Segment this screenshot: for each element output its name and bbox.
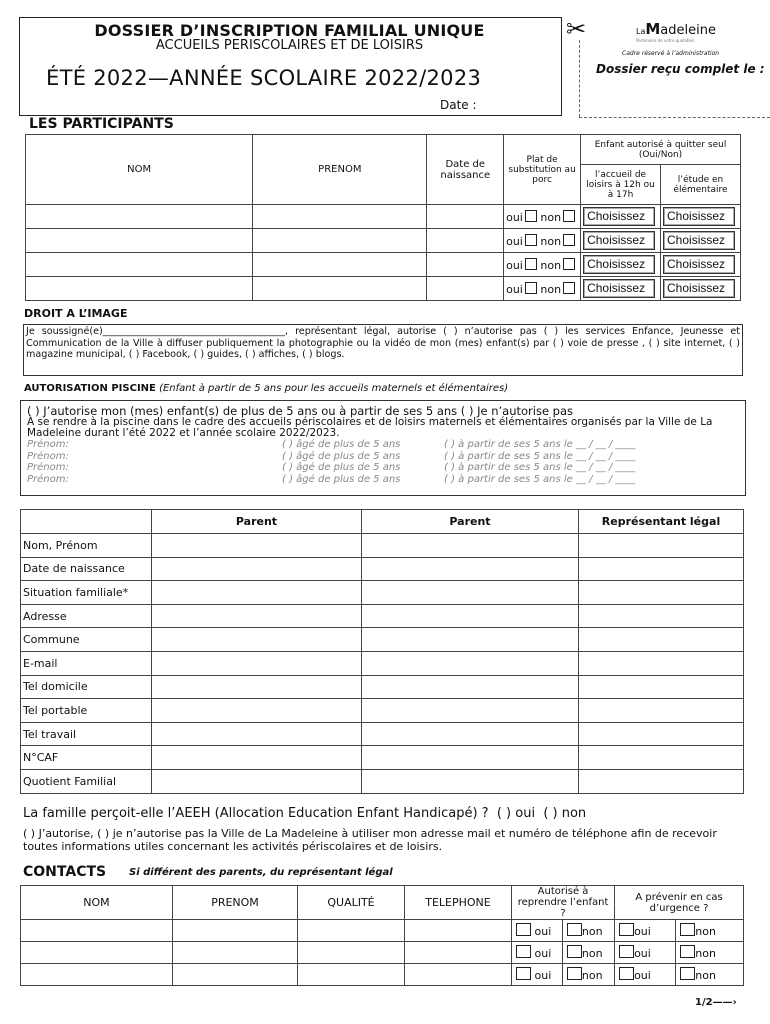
representant-cell[interactable] <box>579 628 744 652</box>
parent1-cell[interactable] <box>152 746 362 770</box>
aeeh-non[interactable]: ( ) non <box>543 806 587 821</box>
contact-row <box>21 964 744 986</box>
contact-nom-cell[interactable] <box>21 920 173 942</box>
nom-cell[interactable] <box>26 277 253 301</box>
accueil-cell <box>581 229 661 253</box>
city-logo: LaMadeleine <box>636 20 716 38</box>
representant-cell[interactable] <box>579 651 744 675</box>
nom-cell[interactable] <box>26 205 253 229</box>
contact-prenom-cell[interactable] <box>173 964 298 986</box>
parent2-cell[interactable] <box>362 604 579 628</box>
row-label: Situation familiale* <box>21 581 152 605</box>
contact-qualite-cell[interactable] <box>298 942 405 964</box>
admin-label: Cadre réservé à l’administration <box>622 50 720 57</box>
contact-prenom-cell[interactable] <box>173 920 298 942</box>
non-checkbox[interactable] <box>563 210 575 222</box>
representant-cell[interactable] <box>579 534 744 558</box>
nom-cell[interactable] <box>26 229 253 253</box>
col-urgence: A prévenir en cas d’urgence ? <box>615 886 744 920</box>
row-label: Quotient Familial <box>21 769 152 793</box>
parents-row <box>21 675 744 699</box>
col-autorise-quitter: Enfant autorisé à quitter seul (Oui/Non) <box>581 135 741 165</box>
piscine-consent-line: ( ) J’autorise mon (mes) enfant(s) de plus de 5 ans ou à partir de ses 5 ans ( ) Je n’autorise pas <box>27 404 574 418</box>
prenom-cell[interactable] <box>253 253 427 277</box>
etude-select[interactable]: Choisissez <box>663 231 735 250</box>
col-parent-1: Parent <box>152 510 362 534</box>
aeeh-line <box>23 806 586 821</box>
dossier-recu-label: Dossier reçu complet le : <box>596 62 765 76</box>
contact-qualite-cell[interactable] <box>298 920 405 942</box>
col-prenom: PRENOM <box>253 135 427 205</box>
contact-tel-cell[interactable] <box>405 920 512 942</box>
participant-row <box>26 277 741 301</box>
date-cell[interactable] <box>427 253 504 277</box>
contacts-title: CONTACTS <box>23 864 107 880</box>
date-cell[interactable] <box>427 229 504 253</box>
contact-nom-cell[interactable] <box>21 942 173 964</box>
col-contact-prenom: PRENOM <box>173 886 298 920</box>
row-label: E-mail <box>21 651 152 675</box>
parent2-cell[interactable] <box>362 534 579 558</box>
plat-cell: oui non <box>504 229 581 253</box>
parent2-cell[interactable] <box>362 722 579 746</box>
form-subtitle: ACCUEILS PERISCOLAIRES ET DE LOISIRS <box>155 38 424 53</box>
parent2-cell[interactable] <box>362 769 579 793</box>
parents-row <box>21 581 744 605</box>
date-cell[interactable] <box>427 277 504 301</box>
contact-row <box>21 942 744 964</box>
participant-row <box>26 229 741 253</box>
col-contact-nom: NOM <box>21 886 173 920</box>
representant-cell[interactable] <box>579 675 744 699</box>
prenom-cell[interactable] <box>253 229 427 253</box>
plat-cell: oui non <box>504 253 581 277</box>
parent1-cell[interactable] <box>152 557 362 581</box>
parents-corner <box>21 510 152 534</box>
parent2-cell[interactable] <box>362 746 579 770</box>
parent1-cell[interactable] <box>152 534 362 558</box>
oui-checkbox[interactable] <box>525 258 537 270</box>
etude-select[interactable]: Choisissez <box>663 255 735 274</box>
col-parent-2: Parent <box>362 510 579 534</box>
parent1-cell[interactable] <box>152 699 362 723</box>
etude-cell <box>661 253 741 277</box>
aeeh-oui[interactable]: ( ) oui <box>496 806 536 821</box>
reprendre-non[interactable]: non <box>562 920 614 942</box>
row-label: Date de naissance <box>21 557 152 581</box>
reprendre-oui[interactable]: oui <box>512 942 563 964</box>
row-label: Nom, Prénom <box>21 534 152 558</box>
etude-select[interactable]: Choisissez <box>663 207 735 226</box>
col-representant: Représentant légal <box>579 510 744 534</box>
piscine-description: À se rendre à la piscine dans le cadre des accueils périscolaires et de loisirs maternels et élémentaires organisés par la Ville de La Madeleine durant l’été 2022 et l’année scolaire 2022/2023. <box>27 416 713 439</box>
piscine-child-line[interactable]: Prénom: ( ) âgé de plus de 5 ans ( ) à partir de ses 5 ans le __ / __ / ____ <box>27 473 636 485</box>
parent1-cell[interactable] <box>152 604 362 628</box>
nom-cell[interactable] <box>26 253 253 277</box>
col-plat-substitution: Plat de substitution au porc <box>504 135 581 205</box>
parents-row <box>21 628 744 652</box>
row-label: Tel portable <box>21 699 152 723</box>
parent1-cell[interactable] <box>152 722 362 746</box>
urgence-oui[interactable]: oui <box>615 942 676 964</box>
urgence-oui[interactable]: oui <box>615 964 676 986</box>
row-label: Tel travail <box>21 722 152 746</box>
arrow-right-icon: ——› <box>712 997 737 1008</box>
scissors-icon: ✂ <box>566 15 587 43</box>
parents-table <box>20 509 744 794</box>
etude-cell <box>661 277 741 301</box>
parent2-cell[interactable] <box>362 699 579 723</box>
urgence-non[interactable]: non <box>676 920 744 942</box>
col-etude: l’étude en élémentaire <box>661 165 741 205</box>
accueil-cell <box>581 253 661 277</box>
parents-row <box>21 722 744 746</box>
parent1-cell[interactable] <box>152 651 362 675</box>
reprendre-non[interactable]: non <box>562 942 614 964</box>
page-number: 1/2——› <box>695 997 737 1008</box>
contacts-table <box>20 885 744 986</box>
piscine-children-list <box>27 439 739 485</box>
urgence-non[interactable]: non <box>676 964 744 986</box>
row-label: Tel domicile <box>21 675 152 699</box>
representant-cell[interactable] <box>579 557 744 581</box>
parents-row <box>21 699 744 723</box>
col-nom: NOM <box>26 135 253 205</box>
non-checkbox[interactable] <box>563 282 575 294</box>
piscine-child-line[interactable]: Prénom: ( ) âgé de plus de 5 ans ( ) à partir de ses 5 ans le __ / __ / ____ <box>27 462 636 473</box>
accueil-select[interactable]: Choisissez <box>583 255 655 274</box>
parents-row <box>21 746 744 770</box>
aeeh-question: La famille perçoit-elle l’AEEH (Allocation Education Enfant Handicapé) ? <box>23 806 489 821</box>
accueil-cell <box>581 277 661 301</box>
droit-image-box <box>23 324 743 376</box>
representant-cell[interactable] <box>579 769 744 793</box>
reprendre-oui[interactable]: oui <box>512 964 563 986</box>
etude-cell <box>661 229 741 253</box>
date-label: Date : <box>440 98 477 112</box>
contacts-subtitle: Si différent des parents, du représentant légal <box>129 867 393 878</box>
representant-cell[interactable] <box>579 581 744 605</box>
piscine-subtitle: (Enfant à partir de 5 ans pour les accueils maternels et élémentaires) <box>159 383 509 394</box>
accueil-select[interactable]: Choisissez <box>583 279 655 298</box>
participants-table <box>25 134 741 301</box>
form-title: DOSSIER D’INSCRIPTION FAMILIAL UNIQUE <box>94 21 485 40</box>
contact-row <box>21 920 744 942</box>
parents-row <box>21 557 744 581</box>
accueil-select[interactable]: Choisissez <box>583 207 655 226</box>
piscine-child-line[interactable]: Prénom: ( ) âgé de plus de 5 ans ( ) à partir de ses 5 ans le __ / __ / ____ <box>27 439 636 450</box>
contact-prenom-cell[interactable] <box>173 942 298 964</box>
col-contact-qualite: QUALITÉ <box>298 886 405 920</box>
contact-tel-cell[interactable] <box>405 942 512 964</box>
cut-line-horizontal <box>579 117 770 118</box>
etude-select[interactable]: Choisissez <box>663 279 735 298</box>
urgence-oui[interactable]: oui <box>615 920 676 942</box>
parent1-cell[interactable] <box>152 675 362 699</box>
accueil-cell <box>581 205 661 229</box>
reprendre-oui[interactable]: oui <box>512 920 563 942</box>
etude-cell <box>661 205 741 229</box>
participant-row <box>26 205 741 229</box>
date-cell[interactable] <box>427 205 504 229</box>
parent2-cell[interactable] <box>362 675 579 699</box>
piscine-box <box>20 400 746 496</box>
droit-image-text: Je soussigné(e)______________________________________, représentant légal, autorise ( ) n’autorise pas ( ) les services Enfance, Jeunesse et Communication de la Ville à diffuser publiquement la photographie ou la vidéo de mon (mes) enfant(s) par ( ) voie de presse , ( ) site internet, ( ) magazine municipal, ( ) Facebook, ( ) guides, ( ) affiches, ( ) blogs. <box>26 326 740 360</box>
plat-cell: oui non <box>504 277 581 301</box>
oui-checkbox[interactable] <box>525 210 537 222</box>
col-contact-tel: TELEPHONE <box>405 886 512 920</box>
parent2-cell[interactable] <box>362 651 579 675</box>
non-checkbox[interactable] <box>563 234 575 246</box>
prenom-cell[interactable] <box>253 277 427 301</box>
parents-row <box>21 651 744 675</box>
piscine-title-line <box>24 383 508 394</box>
oui-checkbox[interactable] <box>525 234 537 246</box>
participant-row <box>26 253 741 277</box>
piscine-title: AUTORISATION PISCINE <box>24 383 156 394</box>
parents-row <box>21 534 744 558</box>
parent1-cell[interactable] <box>152 769 362 793</box>
non-checkbox[interactable] <box>563 258 575 270</box>
urgence-non[interactable]: non <box>676 942 744 964</box>
row-label: Commune <box>21 628 152 652</box>
reprendre-non[interactable]: non <box>562 964 614 986</box>
row-label: Adresse <box>21 604 152 628</box>
contact-consent: ( ) J’autorise, ( ) je n’autorise pas la Ville de La Madeleine à utiliser mon adresse mail et numéro de téléphone afin de recevoir toutes informations utiles concernant les activités périscolaires et de loisirs. <box>23 827 717 853</box>
col-date-naissance: Date de naissance <box>427 135 504 205</box>
cut-line-vertical <box>579 40 580 117</box>
parents-row <box>21 769 744 793</box>
parent2-cell[interactable] <box>362 628 579 652</box>
oui-checkbox[interactable] <box>525 282 537 294</box>
representant-cell[interactable] <box>579 722 744 746</box>
parent1-cell[interactable] <box>152 628 362 652</box>
parents-row <box>21 604 744 628</box>
logo-tagline: Partenaire de votre quotidien <box>636 38 695 43</box>
season-title: ÉTÉ 2022—ANNÉE SCOLAIRE 2022/2023 <box>46 66 482 90</box>
contact-qualite-cell[interactable] <box>298 964 405 986</box>
parent1-cell[interactable] <box>152 581 362 605</box>
plat-cell: oui non <box>504 205 581 229</box>
contact-nom-cell[interactable] <box>21 964 173 986</box>
representant-cell[interactable] <box>579 699 744 723</box>
parent2-cell[interactable] <box>362 557 579 581</box>
accueil-select[interactable]: Choisissez <box>583 231 655 250</box>
representant-cell[interactable] <box>579 604 744 628</box>
col-accueil: l’accueil de loisirs à 12h ou à 17h <box>581 165 661 205</box>
row-label: N°CAF <box>21 746 152 770</box>
contact-tel-cell[interactable] <box>405 964 512 986</box>
parent2-cell[interactable] <box>362 581 579 605</box>
piscine-child-line[interactable]: Prénom: ( ) âgé de plus de 5 ans ( ) à partir de ses 5 ans le __ / __ / ____ <box>27 450 636 462</box>
prenom-cell[interactable] <box>253 205 427 229</box>
col-reprendre: Autorisé à reprendre l’enfant ? <box>512 886 615 920</box>
droit-image-title: DROIT A L’IMAGE <box>24 307 128 320</box>
participants-title: LES PARTICIPANTS <box>29 116 174 132</box>
representant-cell[interactable] <box>579 746 744 770</box>
